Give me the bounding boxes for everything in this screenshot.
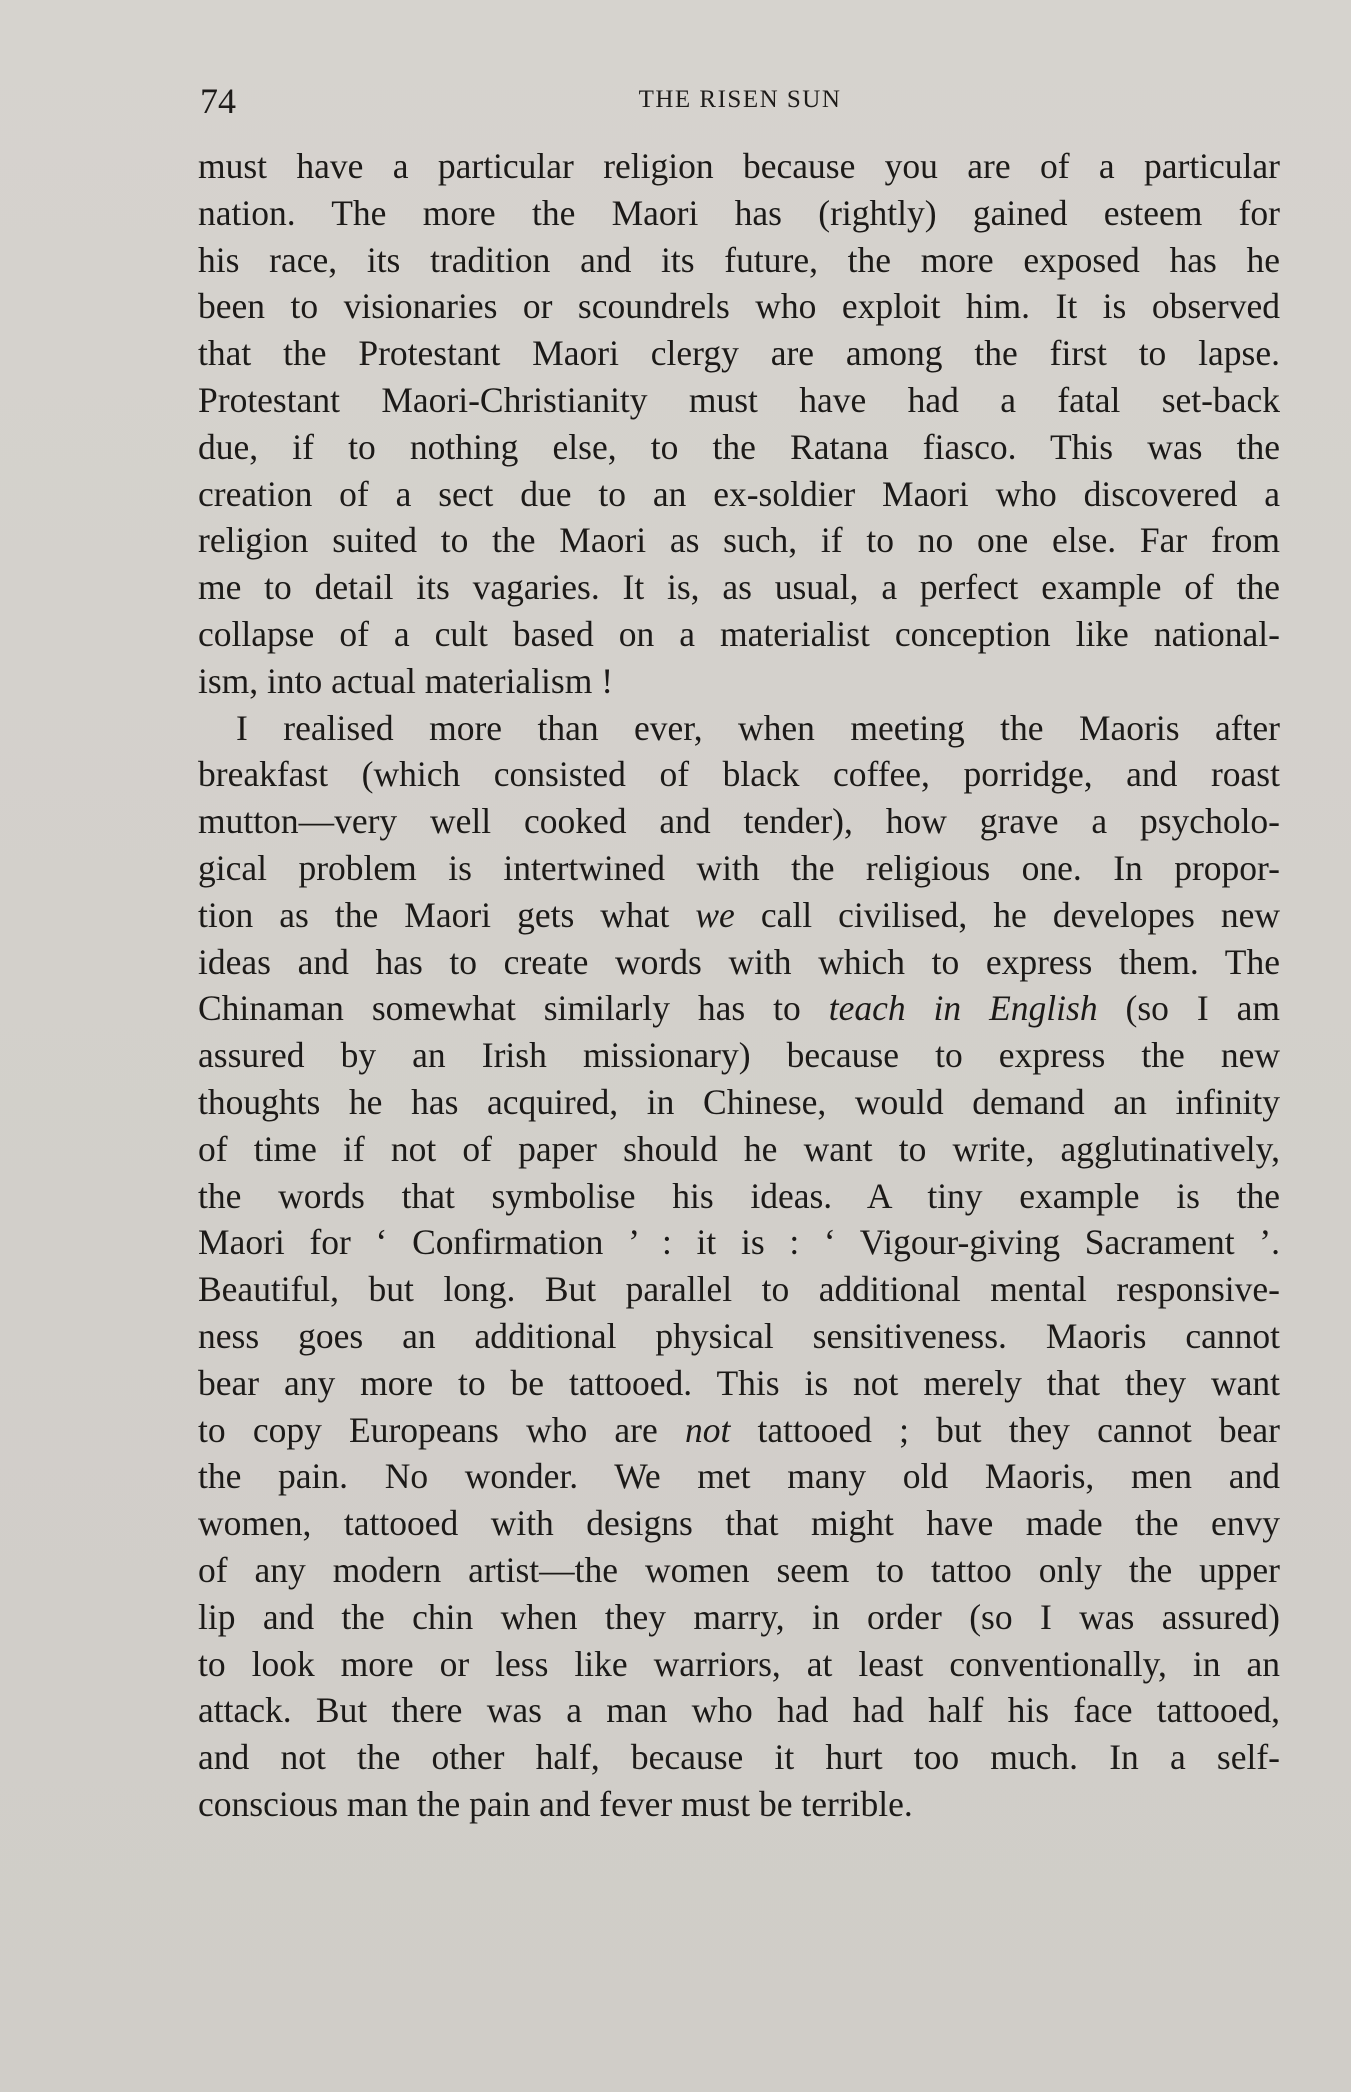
text-line <box>198 845 1280 892</box>
text-segment: ism, into actual materialism ! <box>198 660 614 701</box>
text-line <box>198 939 1280 986</box>
text-segment: to look more or less like warriors, at least conventionally, in an <box>198 1643 1280 1684</box>
text-segment: call civilised, he developes new <box>734 894 1280 935</box>
text-segment: me to detail its vagaries. It is, as usual, a perfect example of the <box>198 567 1280 608</box>
text-line <box>198 190 1280 237</box>
text-line <box>198 1453 1280 1500</box>
italic-text: we <box>695 894 735 935</box>
italic-text: teach in English <box>828 988 1098 1029</box>
text-segment: bear any more to be tattooed. This is not merely that they want <box>198 1362 1280 1403</box>
text-segment: and not the other half, because it hurt too much. In a self- <box>198 1737 1280 1778</box>
text-segment: gical problem is intertwined with the religious one. In propor- <box>198 847 1280 888</box>
text-segment: of time if not of paper should he want to write, agglutinatively, <box>198 1128 1280 1169</box>
text-segment: Protestant Maori-Christianity must have had a fatal set-back <box>198 379 1280 420</box>
text-segment: ideas and has to create words with which to express them. The <box>198 941 1280 982</box>
text-segment: tattooed ; but they cannot bear <box>730 1409 1280 1450</box>
text-segment: lip and the chin when they marry, in order (so I was assured) <box>198 1596 1280 1637</box>
text-line <box>198 564 1280 611</box>
text-segment: assured by an Irish missionary) because to express the new <box>198 1035 1280 1076</box>
text-line <box>198 751 1280 798</box>
text-segment: attack. But there was a man who had had half his face tattooed, <box>198 1690 1280 1731</box>
text-segment: collapse of a cult based on a materialist conception like national- <box>198 613 1280 654</box>
text-segment: that the Protestant Maori clergy are among the first to lapse. <box>198 333 1280 374</box>
body-text <box>198 143 1280 1828</box>
text-segment: tion as the Maori gets what <box>198 894 696 935</box>
text-line <box>198 1594 1280 1641</box>
text-line <box>198 237 1280 284</box>
text-line <box>198 1313 1280 1360</box>
text-segment: Chinaman somewhat similarly has to <box>198 988 829 1029</box>
text-line <box>198 892 1280 939</box>
text-segment: been to visionaries or scoundrels who exploit him. It is observed <box>198 286 1280 327</box>
text-line <box>198 143 1280 190</box>
text-line <box>198 377 1280 424</box>
text-line <box>198 1173 1280 1220</box>
text-segment: his race, its tradition and its future, the more exposed has he <box>198 239 1280 280</box>
text-segment: Maori for ‘ Confirmation ’ : it is : ‘ Vigour-giving Sacrament ’. <box>198 1222 1280 1263</box>
page-number: 74 <box>200 81 236 121</box>
text-line <box>198 1641 1280 1688</box>
text-line <box>198 985 1280 1032</box>
text-line <box>198 1407 1280 1454</box>
text-line <box>198 1547 1280 1594</box>
text-line <box>198 1219 1280 1266</box>
text-segment: nation. The more the Maori has (rightly) gained esteem for <box>198 192 1280 233</box>
running-head <box>200 80 1280 130</box>
text-segment: (so I am <box>1097 988 1280 1029</box>
text-segment: Beautiful, but long. But parallel to additional mental responsive- <box>198 1269 1280 1310</box>
text-line <box>198 658 1280 705</box>
text-line <box>198 1032 1280 1079</box>
text-line <box>198 1500 1280 1547</box>
text-line <box>198 1079 1280 1126</box>
text-line <box>198 517 1280 564</box>
text-line <box>198 1126 1280 1173</box>
text-line <box>198 1781 1280 1828</box>
text-segment: ness goes an additional physical sensitiveness. Maoris cannot <box>198 1315 1280 1356</box>
text-segment: due, if to nothing else, to the Ratana fiasco. This was the <box>198 426 1280 467</box>
text-line <box>198 705 1280 752</box>
text-segment: breakfast (which consisted of black coffee, porridge, and roast <box>198 754 1280 795</box>
text-segment: the words that symbolise his ideas. A tiny example is the <box>198 1175 1280 1216</box>
text-segment: conscious man the pain and fever must be terrible. <box>198 1783 913 1824</box>
text-segment: religion suited to the Maori as such, if to no one else. Far from <box>198 520 1280 561</box>
text-line <box>198 1734 1280 1781</box>
text-segment: creation of a sect due to an ex-soldier Maori who discovered a <box>198 473 1280 514</box>
text-segment: thoughts he has acquired, in Chinese, would demand an infinity <box>198 1081 1280 1122</box>
paragraph <box>198 143 1280 705</box>
text-line <box>198 424 1280 471</box>
text-line <box>198 471 1280 518</box>
text-segment: to copy Europeans who are <box>198 1409 685 1450</box>
text-line <box>198 1266 1280 1313</box>
text-segment: must have a particular religion because you are of a particular <box>198 146 1280 186</box>
text-line <box>198 1687 1280 1734</box>
text-segment: the pain. No wonder. We met many old Maoris, men and <box>198 1456 1280 1497</box>
text-line <box>198 798 1280 845</box>
text-segment: mutton—very well cooked and tender), how grave a psycholo- <box>198 801 1280 842</box>
text-segment: I realised more than ever, when meeting the Maoris after <box>236 707 1280 748</box>
paragraph <box>198 705 1280 1828</box>
text-line <box>198 330 1280 377</box>
italic-text: not <box>684 1409 731 1450</box>
text-segment: of any modern artist—the women seem to tattoo only the upper <box>198 1549 1280 1590</box>
running-title: THE RISEN SUN <box>638 86 842 113</box>
text-segment: women, tattooed with designs that might have made the envy <box>198 1503 1280 1544</box>
text-line <box>198 283 1280 330</box>
text-line <box>198 1360 1280 1407</box>
text-line <box>198 611 1280 658</box>
